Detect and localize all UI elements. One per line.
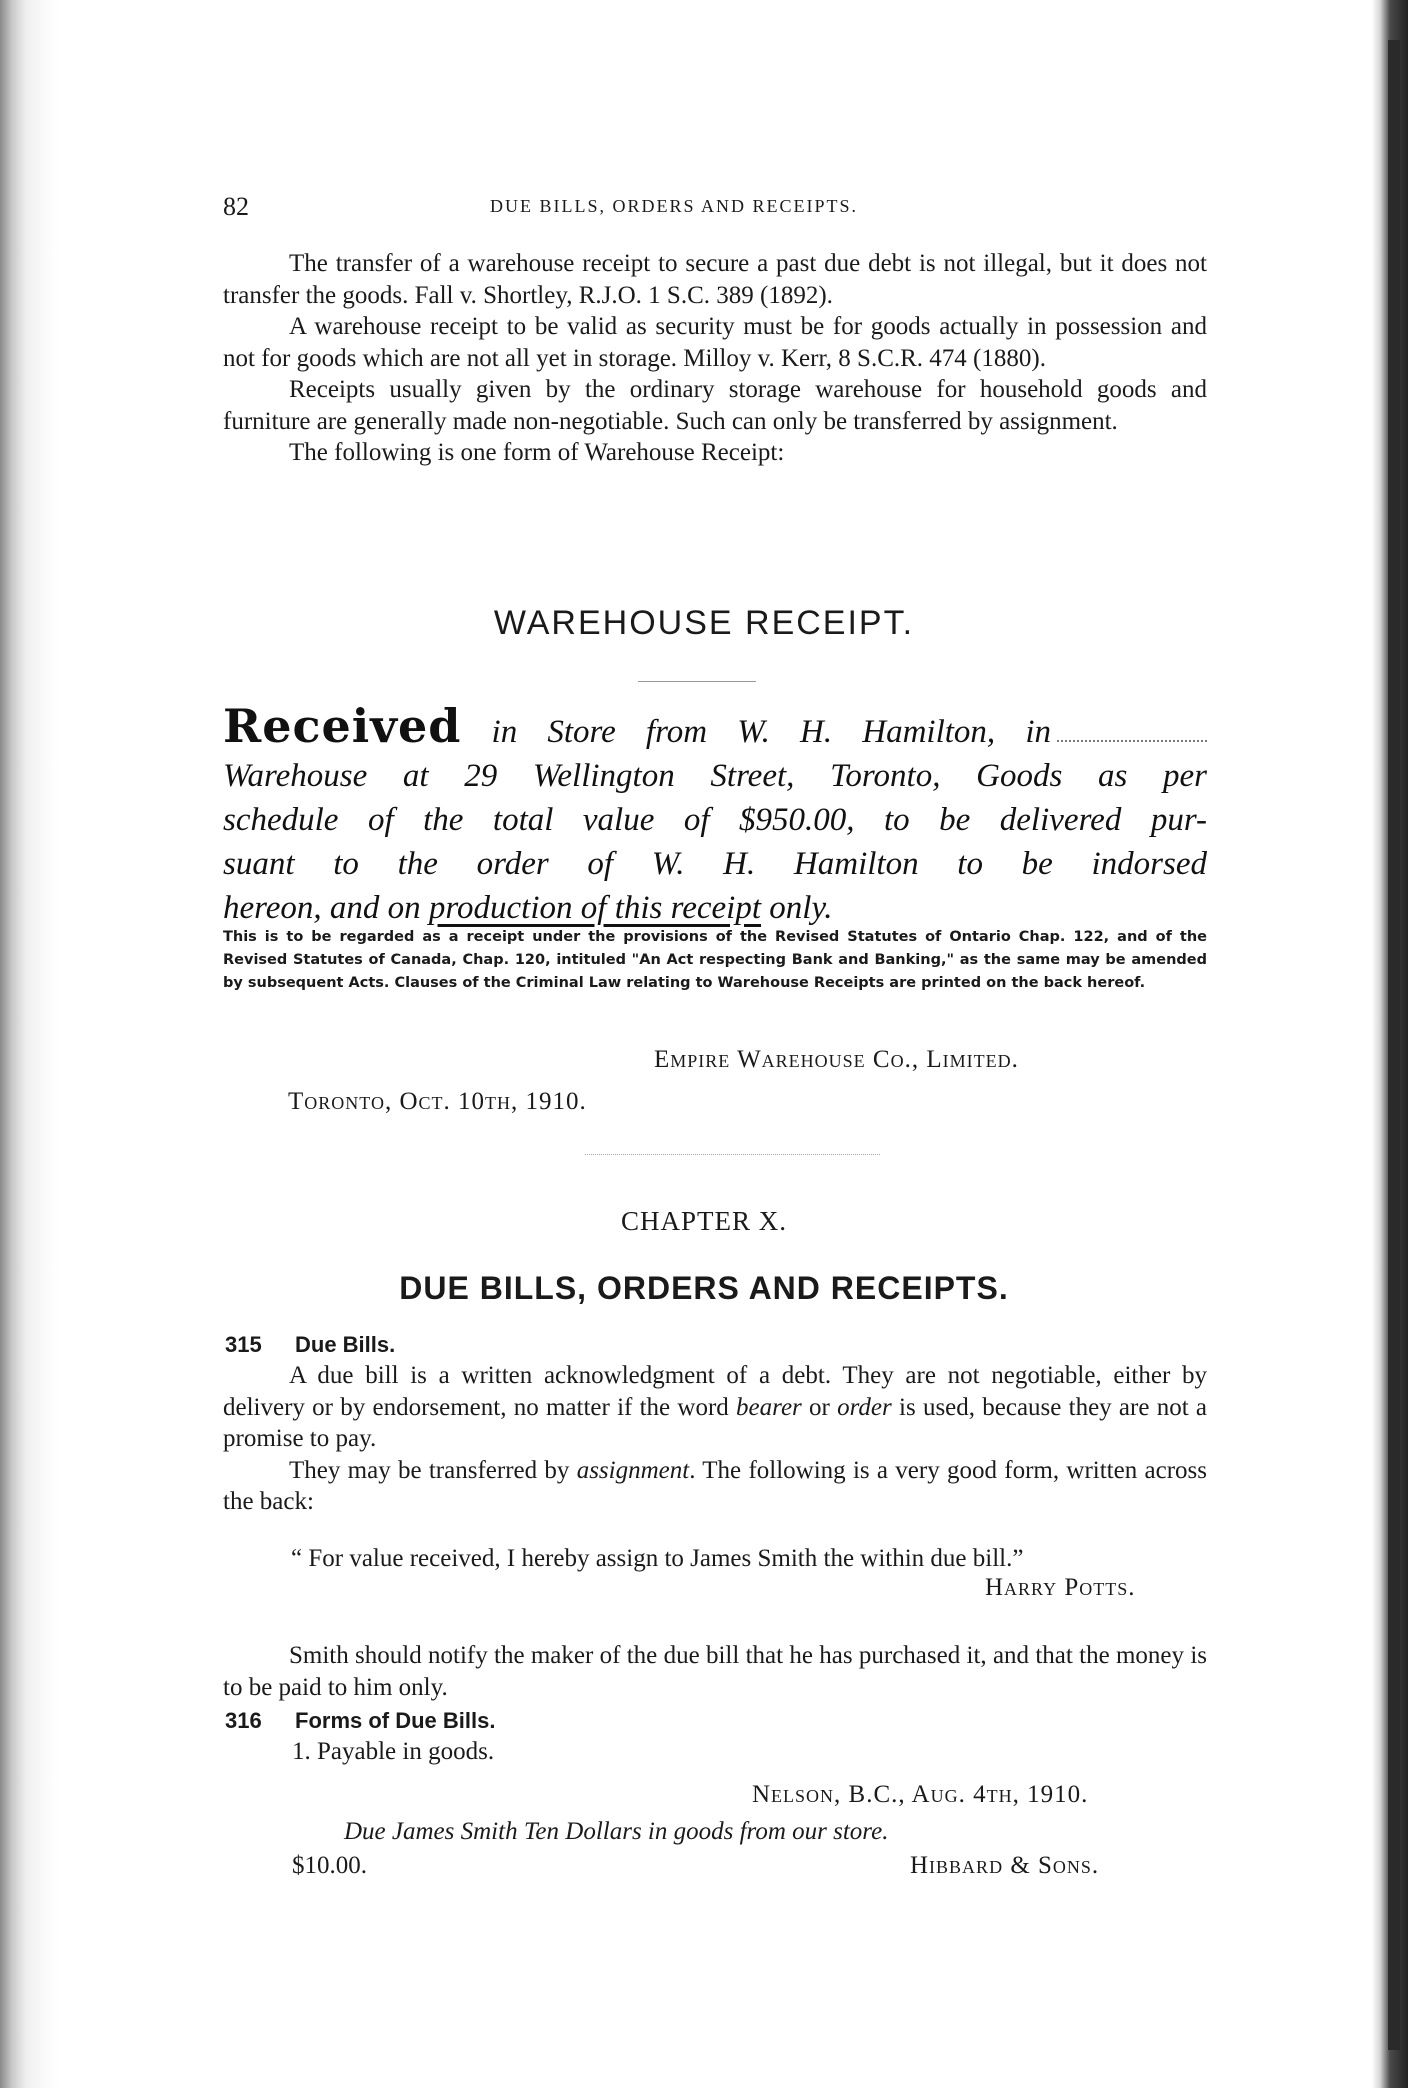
section-316-heading — [225, 1708, 495, 1734]
running-head: DUE BILLS, ORDERS AND RECEIPTS. — [490, 196, 859, 216]
section-315-heading — [225, 1332, 395, 1358]
word-assignment: assignment — [576, 1456, 690, 1484]
receipt-line-1-text: in Store from W. H. Hamilton, in — [491, 714, 1051, 750]
receipt-title: WAREHOUSE RECEIPT. — [493, 604, 915, 642]
quote-signer: Harry Potts. — [985, 1574, 1136, 1601]
intro-paragraph-4: The following is one form of Warehouse Receipt: — [289, 439, 785, 466]
receipt-line-4: suant to the order of W. H. Hamilton to be indorsed — [223, 846, 1207, 882]
receipt-line-2: Warehouse at 29 Wellington Street, Toronto, Goods as per — [223, 758, 1207, 794]
p2-start: They may be transferred by — [289, 1456, 577, 1484]
title-rule — [638, 681, 756, 682]
quote-paragraph: “ For value received, I hereby assign to James Smith the within due bill.” — [291, 1545, 1024, 1572]
due-bill-place-date: Nelson, B.C., Aug. 4th, 1910. — [752, 1781, 1089, 1808]
section-315-paragraph-1 — [223, 1360, 1207, 1455]
section-316-item-1: 1. Payable in goods. — [292, 1738, 495, 1765]
word-bearer: bearer — [736, 1393, 802, 1421]
due-bill-signer: Hibbard & Sons. — [910, 1852, 1100, 1879]
receipt-line-1 — [223, 699, 1207, 754]
intro-paragraph-1: The transfer of a warehouse receipt to secure a past due debt is not illegal, but it does not transfer the goods. Fall v. Shortley, R.J.O. 1 S.C. 389 (1892). — [223, 250, 1207, 309]
section-315-paragraph-2 — [223, 1455, 1207, 1518]
chapter-number: CHAPTER X. — [620, 1206, 787, 1236]
section-315-paragraph-3: Smith should notify the maker of the due bill that he has purchased it, and that the money is to be paid to him only. — [223, 1642, 1207, 1701]
chapter-title: DUE BILLS, ORDERS AND RECEIPTS. — [399, 1270, 1009, 1306]
dotted-fill — [1057, 730, 1207, 742]
receipt-place-date: Toronto, Oct. 10th, 1910. — [288, 1088, 587, 1115]
section-315-text — [223, 1360, 1207, 1518]
company-signature: Empire Warehouse Co., Limited. — [654, 1046, 1019, 1073]
intro-text — [223, 248, 1207, 469]
p2-end: . The following is a very good form, written across the back: — [223, 1456, 1207, 1515]
receipt-fine-print: This is to be regarded as a receipt under the provisions of the Revised Statutes of Ontario Chap. 122, and of the Revised Statutes of Canada, Chap. 120, intituled "An Act respecting Bank and Banking," as the same may be amended by subsequent Acts. Clauses of the Criminal Law relating to Warehouse Receipts are printed on the back hereof. — [223, 929, 1207, 991]
received-word: Received — [223, 699, 462, 753]
page-number: 82 — [223, 192, 249, 221]
p1-end: is used, because they are not a promise to pay. — [223, 1393, 1207, 1452]
receipt-line-5-end: only. — [761, 890, 833, 926]
due-bill-body: Due James Smith Ten Dollars in goods from our store. — [344, 1818, 889, 1845]
receipt-line-5 — [223, 886, 1207, 930]
page-scan-left-edge — [0, 0, 60, 2088]
intro-paragraph-3: Receipts usually given by the ordinary storage warehouse for household goods and furniture are generally made non-negotiable. Such can only be transferred by assignment. — [223, 376, 1207, 435]
p1-mid: or — [801, 1393, 838, 1421]
receipt-line-3: schedule of the total value of $950.00, to be delivered pur- — [223, 802, 1207, 838]
page-scan-right-shadow — [1388, 40, 1400, 2050]
section-315-title: Due Bills. — [295, 1332, 396, 1357]
section-316-number: 316 — [225, 1708, 262, 1733]
p1-start: A due bill is a written acknowledgment of a debt. They are not negotiable, either by delivery or by endorsement, no matter if the word — [223, 1362, 1207, 1421]
word-order: order — [837, 1393, 892, 1421]
section-316-title: Forms of Due Bills. — [295, 1708, 496, 1733]
section-315-closing — [223, 1640, 1207, 1703]
assignment-quote — [223, 1543, 1207, 1575]
receipt-body — [223, 699, 1207, 930]
intro-paragraph-2: A warehouse receipt to be valid as security must be for goods actually in possession and not for goods which are not all yet in storage. Milloy v. Kerr, 8 S.C.R. 474 (1880). — [223, 313, 1207, 372]
receipt-line-5-start: hereon, and on — [223, 890, 429, 926]
receipt-underlined-phrase: production of this receipt — [428, 890, 762, 926]
section-315-number: 315 — [225, 1332, 262, 1357]
section-divider — [585, 1154, 880, 1155]
due-bill-amount: $10.00. — [292, 1852, 367, 1879]
